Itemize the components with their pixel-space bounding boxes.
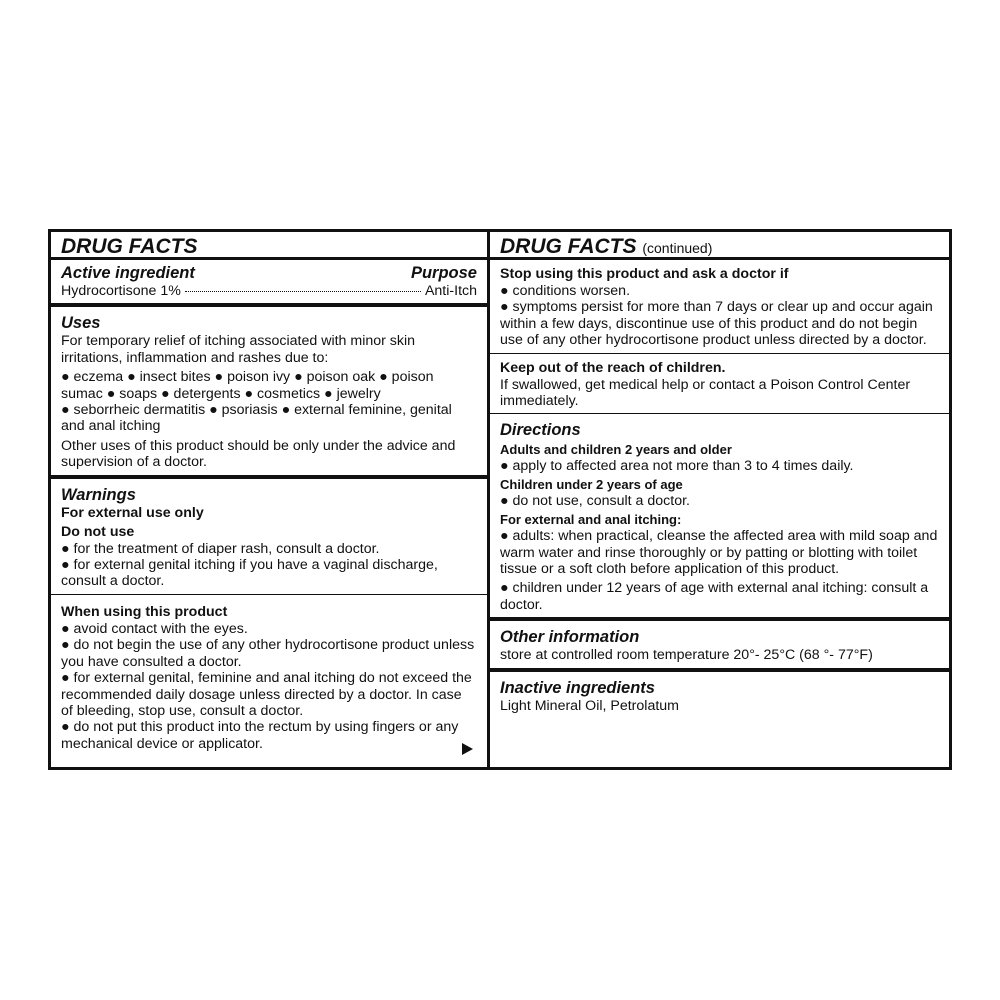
anal-itching-children: ● children under 12 years of age with external anal itching: consult a doctor. xyxy=(500,580,929,613)
drug-facts-right-panel xyxy=(490,232,949,767)
continue-arrow-icon xyxy=(462,743,473,755)
stop-using-item: ● symptoms persist for more than 7 days or clear up and occur again within a few days, discontinue use of this product and do not begin use of any other hydrocortisone product unless directed by a doctor. xyxy=(500,299,933,349)
do-not-use-item: ● for the treatment of diaper rash, consult a doctor. xyxy=(61,540,380,557)
uses-heading: Uses xyxy=(61,314,101,333)
other-information-text: store at controlled room temperature 20°- 25°C (68 °- 77°F) xyxy=(500,647,873,664)
when-using-section xyxy=(51,595,487,767)
stop-using-item: ● conditions worsen. xyxy=(500,283,631,299)
inactive-ingredients-section xyxy=(490,672,949,767)
drug-facts-title: DRUG FACTS xyxy=(51,232,487,260)
drug-facts-left-panel xyxy=(51,232,490,767)
uses-items-2: ● seborrheic dermatitis ● psoriasis ● external feminine, genital and anal itching xyxy=(61,402,452,435)
when-using-item: ● avoid contact with the eyes. xyxy=(61,620,248,637)
inactive-ingredients-text: Light Mineral Oil, Petrolatum xyxy=(500,697,679,714)
other-information-heading: Other information xyxy=(500,628,640,647)
active-ingredient-purpose: Anti-Itch xyxy=(424,283,477,299)
active-ingredient-name: Hydrocortisone 1% xyxy=(61,283,181,299)
leader-dots xyxy=(185,291,421,292)
keep-out-heading: Keep out of the reach of children. xyxy=(500,359,726,376)
adults-text: ● apply to affected area not more than 3 to 4 times daily. xyxy=(500,458,854,475)
anal-itching-heading: For external and anal itching: xyxy=(500,512,682,528)
do-not-use-item: ● for external genital itching if you have a vaginal discharge, consult a doctor. xyxy=(61,557,438,590)
drug-facts-label xyxy=(48,229,952,770)
uses-items-1: ● eczema ● insect bites ● poison ivy ● poison oak ● poison sumac ● soaps ● detergents ● cosmetics ● jewelry xyxy=(61,369,434,402)
active-ingredient-heading: Active ingredient xyxy=(61,264,195,282)
when-using-item: ● for external genital, feminine and anal itching do not exceed the recommended daily dosage unless directed by a doctor. In case of bleeding, stop use, consult a doctor. xyxy=(61,670,472,719)
directions-section xyxy=(490,414,949,621)
anal-itching-adults: ● adults: when practical, cleanse the affected area with mild soap and warm water and rinse thoroughly or by patting or blotting with toilet tissue or a soft cloth before application of this product. xyxy=(500,528,938,578)
do-not-use-heading: Do not use xyxy=(61,523,135,540)
when-using-item: ● do not put this product into the rectum by using fingers or any mechanical device or applicator. xyxy=(61,719,459,752)
inactive-ingredients-heading: Inactive ingredients xyxy=(500,678,655,697)
stop-using-section xyxy=(490,260,949,354)
adults-heading: Adults and children 2 years and older xyxy=(500,442,732,458)
under-2-text: ● do not use, consult a doctor. xyxy=(500,492,690,509)
other-information-section xyxy=(490,621,949,671)
drug-facts-continued-title xyxy=(490,232,949,260)
under-2-heading: Children under 2 years of age xyxy=(500,476,683,492)
external-use-only: For external use only xyxy=(61,504,204,521)
continued-label: (continued) xyxy=(642,240,713,256)
keep-out-section xyxy=(490,354,949,415)
uses-other: Other uses of this product should be only under the advice and supervision of a doctor. xyxy=(61,437,456,471)
purpose-heading: Purpose xyxy=(410,264,477,282)
active-ingredient-section xyxy=(51,260,487,307)
stop-using-heading: Stop using this product and ask a doctor if xyxy=(500,266,789,282)
drug-facts-title: DRUG FACTS xyxy=(500,235,637,258)
warnings-heading: Warnings xyxy=(61,485,136,504)
uses-intro: For temporary relief of itching associated with minor skin irritations, inflammation and rashes due to: xyxy=(61,333,416,366)
directions-heading: Directions xyxy=(500,421,581,440)
when-using-item: ● do not begin the use of any other hydrocortisone product unless you have consulted a doctor. xyxy=(61,637,475,670)
warnings-section xyxy=(51,479,487,595)
when-using-heading: When using this product xyxy=(61,603,228,620)
uses-section xyxy=(51,307,487,478)
keep-out-text: If swallowed, get medical help or contact a Poison Control Center immediately. xyxy=(500,376,911,410)
